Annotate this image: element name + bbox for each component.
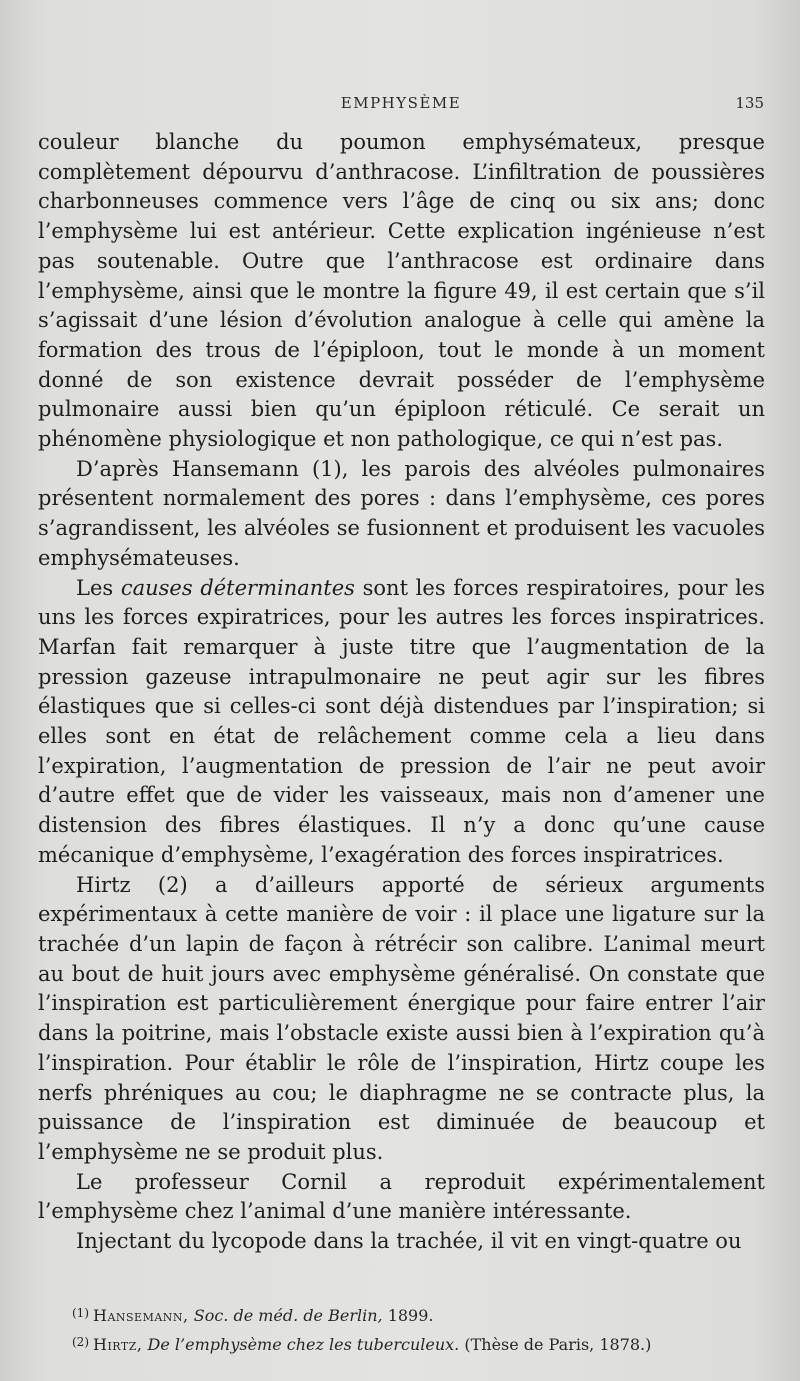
- footnote-rest: (Thèse de Paris, 1878.): [459, 1335, 652, 1354]
- paragraph-rest: sont les forces respiratoires, pour les uns les forces expiratrices, pour les autres les forces inspiratrices. Marfan fait remarquer à juste titre que l’augmentation de la pression gazeuse intrapulmonaire ne peut agir sur les fibres élastiques que si celles-ci sont déjà distendues par l’inspiration; si elles sont en état de relâchement comme cela a lieu dans l’expiration, l’augmentation de pression de l’air ne peut avoir d’autre effet que de vider les vaisseaux, mais non d’amener une distension des fibres élastiques. Il n’y a donc qu’une cause mécanique d’emphysème, l’exagération des forces inspiratrices.: [38, 575, 765, 867]
- emphasis-text: causes déterminantes: [120, 575, 355, 600]
- footnote-title: Soc. de méd. de Berlin,: [193, 1306, 383, 1325]
- running-title: EMPHYSÈME: [340, 94, 462, 112]
- paragraph: Le professeur Cornil a reproduit expérimentalement l’emphysème chez l’animal d’une manière intéressante.: [38, 1169, 765, 1224]
- footnote-title: De l’emphysème chez les tuberculeux.: [147, 1335, 460, 1354]
- footnote-author: Hansemann,: [93, 1306, 189, 1325]
- footnote-rest: 1899.: [382, 1306, 434, 1325]
- body-text: [38, 128, 765, 1257]
- footnotes: [72, 1300, 772, 1358]
- paragraph: couleur blanche du poumon emphysémateux, presque complètement dépourvu d’anthracose. L’infiltration de poussières charbonneuses commence vers l’âge de cinq ou six ans; donc l’emphysème lui est antérieur. Cette explication ingénieuse n’est pas soutenable. Outre que l’anthracose est ordinaire dans l’emphysème, ainsi que le montre la figure 49, il est certain que s’il s’agissait d’une lésion d’évolution analogue à celle qui amène la formation des trous de l’épiploon, tout le monde à un moment donné de son existence devrait posséder de l’emphysème pulmonaire aussi bien qu’un épiploon réticulé. Ce serait un phénomène physiologique et non pathologique, ce qui n’est pas.: [38, 130, 765, 452]
- paragraph-lead: Les: [76, 575, 121, 600]
- footnote: [72, 1329, 772, 1358]
- footnote-author: Hirtz,: [93, 1335, 143, 1354]
- paragraph: Injectant du lycopode dans la trachée, il vit en vingt-quatre ou: [76, 1229, 742, 1254]
- footnote-mark: (2): [72, 1335, 89, 1349]
- paragraph: D’après Hansemann (1), les parois des alvéoles pulmonaires présentent normalement des pores : dans l’emphysème, ces pores s’agrandissent, les alvéoles se fusionnent et produisent les vacuoles emphysémateuses.: [38, 456, 765, 570]
- page-number: 135: [735, 94, 764, 112]
- footnote-mark: (1): [72, 1306, 89, 1320]
- paragraph: Hirtz (2) a d’ailleurs apporté de sérieux arguments expérimentaux à cette manière de voir : il place une ligature sur la trachée d’un lapin de façon à rétrécir son calibre. L’animal meurt au bout de huit jours avec emphysème généralisé. On constate que l’inspiration est particulièrement énergique pour faire entrer l’air dans la poitrine, mais l’obstacle existe aussi bien à l’expiration qu’à l’inspiration. Pour établir le rôle de l’inspiration, Hirtz coupe les nerfs phréniques au cou; le diaphragme ne se contracte plus, la puissance de l’inspiration est diminuée de beaucoup et l’emphysème ne se produit plus.: [38, 872, 765, 1164]
- page-header: [38, 94, 764, 116]
- footnote: [72, 1300, 772, 1329]
- paragraph: [38, 574, 765, 871]
